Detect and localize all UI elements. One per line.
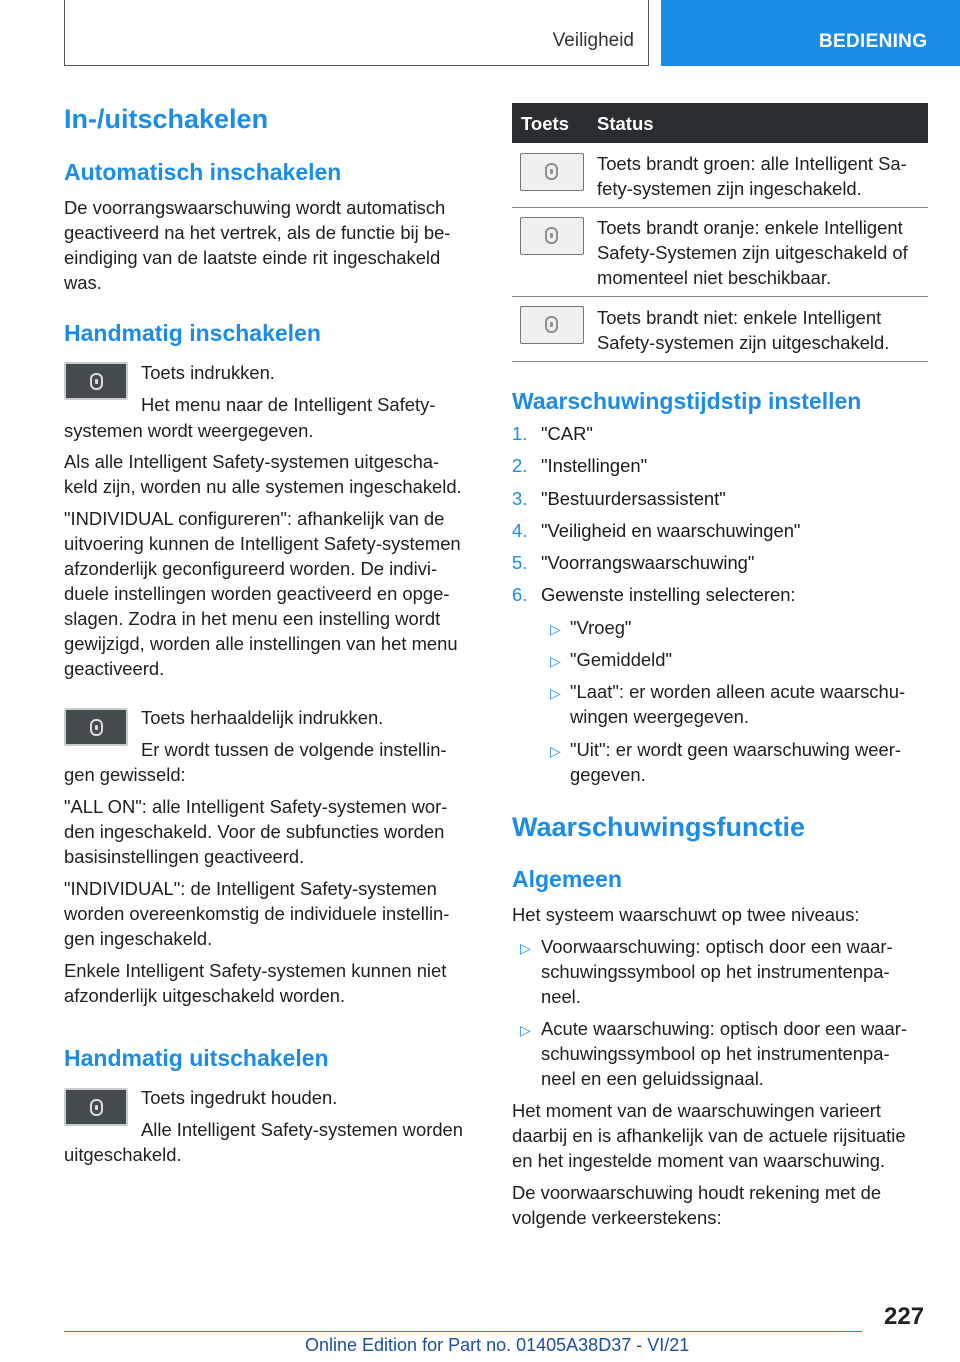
footer-edition: Online Edition for Part no. 01405A38D37 - VI/21: [305, 1335, 690, 1355]
repeat-p3-2: den ingeschakeld. Voor de subfuncties worden: [64, 821, 445, 842]
table-row-2-line-2: Safety-Systemen zijn uitgeschakeld of: [597, 242, 908, 263]
safety-button-off-icon: [520, 306, 584, 344]
manual-on-p4-7: geactiveerd.: [64, 658, 165, 679]
repeat-p3-1: "ALL ON": alle Intelligent Safety-systemen wor-: [64, 796, 448, 817]
repeat-p2a: Er wordt tussen de volgende instellin-: [141, 739, 447, 760]
header-chapter-label: BEDIENING: [819, 31, 928, 52]
repeat-p4-2: worden overeenkomstig de individuele instellin-: [64, 903, 450, 924]
bullet-triangle-icon: ▷: [520, 1022, 531, 1038]
auto-text-3: eindiging van de laatste einde rit ingeschakeld: [64, 247, 441, 268]
heading-in-uitschakelen: In-/uitschakelen: [64, 104, 269, 134]
bullet-triangle-icon: ▷: [550, 653, 561, 669]
status-table-header: [512, 103, 928, 143]
step-1: 1. "CAR": [512, 423, 593, 444]
step-2: 2. "Instellingen": [512, 455, 648, 476]
table-row-1-line-2: fety-systemen zijn ingeschakeld.: [597, 178, 862, 199]
repeat-p4-1: "INDIVIDUAL": de Intelligent Safety-systemen: [64, 878, 437, 899]
general-p2-2: daarbij en is afhankelijk van de actuele rijsituatie: [512, 1125, 906, 1146]
table-row-1-line-1: Toets brandt groen: alle Intelligent Sa-: [597, 153, 907, 174]
general-p1: Het systeem waarschuwt op twee niveaus:: [512, 904, 860, 925]
repeat-p4-3: gen ingeschakeld.: [64, 928, 213, 949]
heading-algemeen: Algemeen: [512, 866, 622, 892]
level-2-line-2: schuwingssymbool op het instrumentenpa-: [541, 1043, 890, 1064]
safety-button-orange-icon: [520, 217, 584, 255]
heading-waarschuwingstijdstip: Waarschuwingstijdstip instellen: [512, 388, 862, 414]
table-col-status: Status: [597, 113, 654, 134]
heading-handmatig-inschakelen: Handmatig inschakelen: [64, 320, 321, 346]
table-row-2-line-3: momenteel niet beschikbaar.: [597, 267, 832, 288]
general-p2-1: Het moment van de waarschuwingen varieert: [512, 1100, 882, 1121]
step-4: 4. "Veiligheid en waarschuwingen": [512, 520, 801, 541]
repeat-p3-3: basisinstellingen geactiveerd.: [64, 846, 305, 867]
header-section-box: [64, 0, 649, 66]
footer-divider: [64, 1331, 862, 1332]
bullet-triangle-icon: ▷: [550, 685, 561, 701]
manual-off-p2b: uitgeschakeld.: [64, 1144, 182, 1165]
heading-handmatig-uitschakelen: Handmatig uitschakelen: [64, 1045, 329, 1071]
level-1-line-1: Voorwaarschuwing: optisch door een waar-: [541, 936, 893, 957]
level-1-line-2: schuwingssymbool op het instrumentenpa-: [541, 961, 890, 982]
manual-off-p2a: Alle Intelligent Safety-systemen worden: [141, 1119, 463, 1140]
auto-text-4: was.: [64, 272, 102, 293]
manual-on-p2a: Het menu naar de Intelligent Safety-: [141, 394, 436, 415]
step-6: 6. Gewenste instelling selecteren:: [512, 584, 796, 605]
bullet-triangle-icon: ▷: [550, 621, 561, 637]
safety-button-icon: [64, 708, 128, 746]
option-gemiddeld: "Gemiddeld": [570, 649, 672, 670]
heading-automatisch-inschakelen: Automatisch inschakelen: [64, 159, 342, 185]
table-row-2-line-1: Toets brandt oranje: enkele Intelligent: [597, 217, 903, 238]
manual-on-p3-2: keld zijn, worden nu alle systemen ingeschakeld.: [64, 476, 462, 497]
manual-on-p2b: systemen wordt weergegeven.: [64, 420, 314, 441]
general-p3-2: volgende verkeerstekens:: [512, 1207, 722, 1228]
table-row-divider: [512, 361, 928, 362]
bullet-triangle-icon: ▷: [550, 743, 561, 759]
manual-on-p1: Toets indrukken.: [141, 362, 275, 383]
header-section-label: Veiligheid: [552, 30, 634, 51]
heading-waarschuwingsfunctie: Waarschuwingsfunctie: [512, 812, 806, 842]
general-p3-1: De voorwaarschuwing houdt rekening met de: [512, 1182, 882, 1203]
table-row-divider: [512, 207, 928, 208]
auto-text-2: geactiveerd na het vertrek, als de functie bij be-: [64, 222, 451, 243]
manual-on-p4-1: "INDIVIDUAL configureren": afhankelijk van de: [64, 508, 445, 529]
safety-button-green-icon: [520, 153, 584, 191]
repeat-p5-2: afzonderlijk uitgeschakeld worden.: [64, 985, 346, 1006]
manual-on-p4-4: duele instellingen worden geactiveerd en opge-: [64, 583, 450, 604]
repeat-p1: Toets herhaaldelijk indrukken.: [141, 707, 384, 728]
table-col-toets: Toets: [521, 113, 569, 134]
page-number: 227: [884, 1303, 925, 1330]
manual-on-p3-1: Als alle Intelligent Safety-systemen uitgescha-: [64, 451, 440, 472]
step-3: 3. "Bestuurdersassistent": [512, 488, 726, 509]
level-2-line-1: Acute waarschuwing: optisch door een waar-: [541, 1018, 907, 1039]
table-row-3-line-1: Toets brandt niet: enkele Intelligent: [597, 307, 882, 328]
bullet-triangle-icon: ▷: [520, 940, 531, 956]
option-laat-1: "Laat": er worden alleen acute waarschu-: [570, 681, 906, 702]
safety-button-icon: [64, 1088, 128, 1126]
option-vroeg: "Vroeg": [570, 617, 632, 638]
manual-on-p4-5: slagen. Zodra in het menu een instelling wordt: [64, 608, 441, 629]
manual-on-p4-3: afzonderlijk geconfigureerd worden. De indivi-: [64, 558, 438, 579]
step-5: 5. "Voorrangswaarschuwing": [512, 552, 755, 573]
safety-button-icon: [64, 362, 128, 400]
level-2-line-3: neel en een geluidssignaal.: [541, 1068, 764, 1089]
level-1-line-3: neel.: [541, 986, 581, 1007]
header-chapter-tab: [661, 0, 960, 66]
option-laat-2: wingen weergegeven.: [570, 706, 749, 727]
manual-on-p4-6: gewijzigd, worden alle instellingen van het menu: [64, 633, 458, 654]
option-uit-2: gegeven.: [570, 764, 646, 785]
option-uit-1: "Uit": er wordt geen waarschuwing weer-: [570, 739, 901, 760]
manual-off-p1: Toets ingedrukt houden.: [141, 1087, 338, 1108]
repeat-p2b: gen gewisseld:: [64, 764, 186, 785]
table-row-3-line-2: Safety-systemen zijn uitgeschakeld.: [597, 332, 890, 353]
general-p2-3: en het ingestelde moment van waarschuwing.: [512, 1150, 886, 1171]
table-row-divider: [512, 296, 928, 297]
auto-text-1: De voorrangswaarschuwing wordt automatisch: [64, 197, 446, 218]
manual-on-p4-2: uitvoering kunnen de Intelligent Safety-systemen: [64, 533, 461, 554]
repeat-p5-1: Enkele Intelligent Safety-systemen kunnen niet: [64, 960, 447, 981]
